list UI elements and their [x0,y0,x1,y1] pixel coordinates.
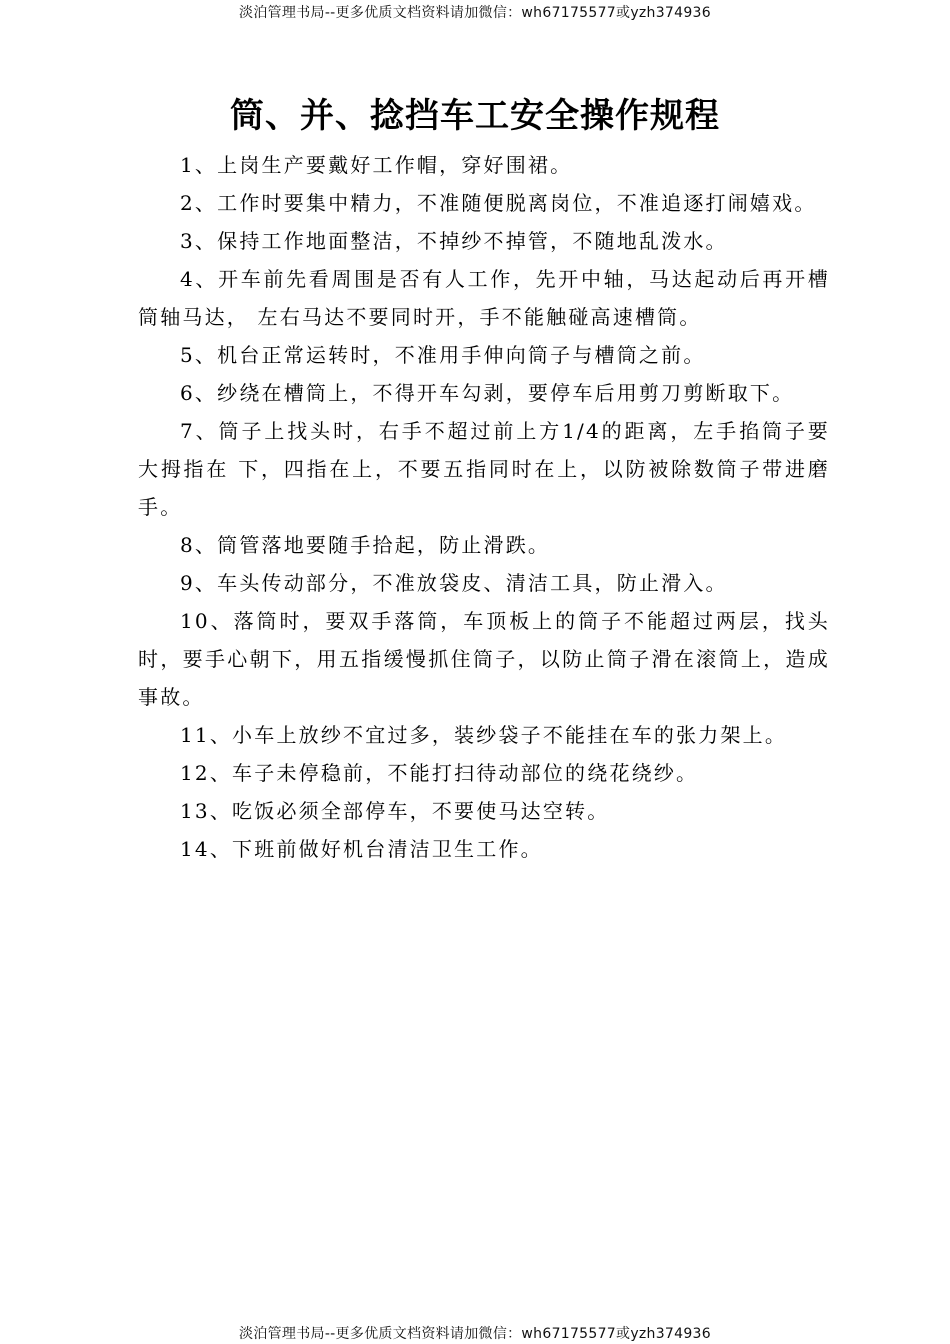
rule-item: 5、机台正常运转时，不准用手伸向筒子与槽筒之前。 [180,343,706,367]
safety-rules-list [138,146,830,868]
rule-item: 1、上岗生产要戴好工作帽，穿好围裙。 [180,153,573,177]
rule-item: 3、保持工作地面整洁，不掉纱不掉管，不随地乱泼水。 [180,229,728,253]
rule-item: 12、车子未停稳前，不能打扫待动部位的绕花绕纱。 [180,761,699,785]
rule-item: 13、吃饭必须全部停车，不要使马达空转。 [180,799,610,823]
rule-item: 4、开车前先看周围是否有人工作，先开中轴，马达起动后再开槽筒轴马达， 左右马达不要同时开，手不能触碰高速槽筒。 [138,267,830,329]
page-header: 淡泊管理书局--更多优质文档资料请加微信：wh67175577或yzh374936 [239,5,711,21]
document-title: 筒、并、捻挡车工安全操作规程 [230,96,720,136]
rule-item: 14、下班前做好机台清洁卫生工作。 [180,837,543,861]
rule-item: 9、车头传动部分，不准放袋皮、清洁工具，防止滑入。 [180,571,728,595]
rule-item: 11、小车上放纱不宜过多，装纱袋子不能挂在车的张力架上。 [180,723,788,747]
rule-item: 2、工作时要集中精力，不准随便脱离岗位，不准追逐打闹嬉戏。 [180,191,817,215]
rule-item: 6、纱绕在槽筒上，不得开车勾剥，要停车后用剪刀剪断取下。 [180,381,795,405]
rule-item: 8、筒管落地要随手拾起，防止滑跌。 [180,533,551,557]
rule-item: 7、筒子上找头时，右手不超过前上方1/4的距离，左手掐筒子要大拇指在 下，四指在上，不要五指同时在上，以防被除数筒子带进磨手。 [138,419,830,519]
rule-item: 10、落筒时，要双手落筒，车顶板上的筒子不能超过两层，找头时，要手心朝下，用五指缓慢抓住筒子，以防止筒子滑在滚筒上，造成事故。 [138,609,830,709]
page-footer: 淡泊管理书局--更多优质文档资料请加微信：wh67175577或yzh374936 [239,1326,711,1342]
